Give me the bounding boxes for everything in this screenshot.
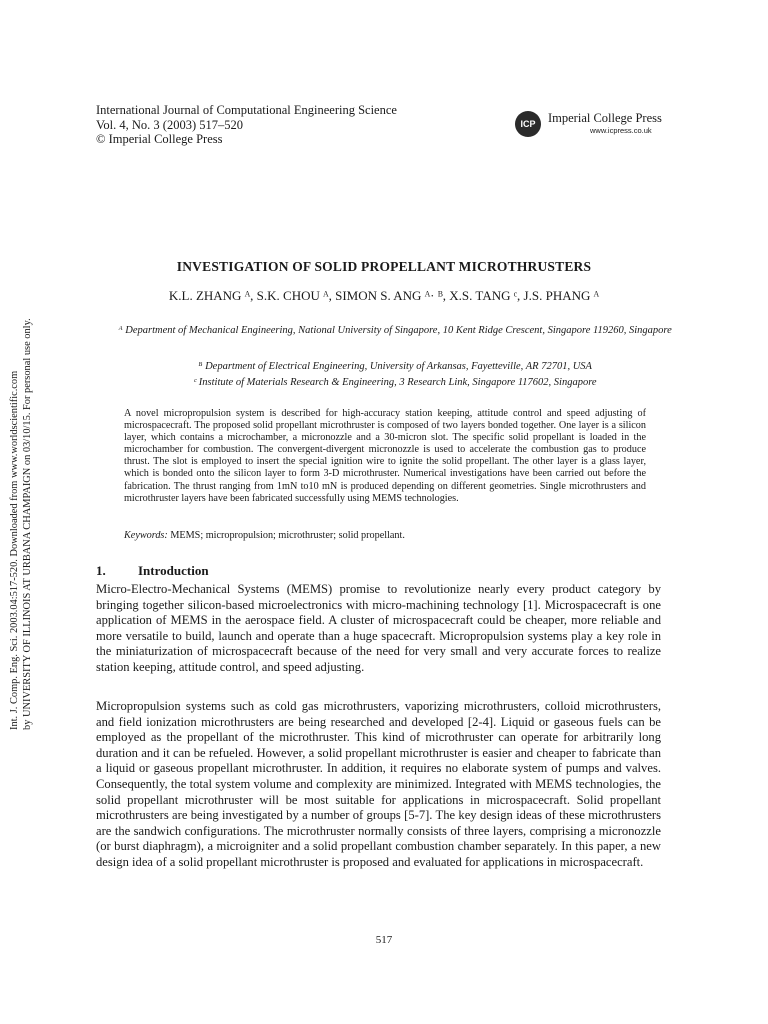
keywords-list: MEMS; micropropulsion; microthruster; solid propellant. (170, 530, 405, 541)
affiliation-b: ᴮ Department of Electrical Engineering, University of Arkansas, Fayetteville, AR 72701, USA (198, 361, 592, 372)
page-number: 517 (375, 934, 393, 946)
download-notice-line-1: Int. J. Comp. Eng. Sci. 2003.04:517-520. Downloaded from www.worldscientific.com (9, 370, 20, 730)
journal-copyright: © Imperial College Press (96, 132, 223, 146)
paper-title: INVESTIGATION OF SOLID PROPELLANT MICROTHRUSTERS (176, 259, 592, 274)
icp-logo-icon: ICP (515, 111, 541, 137)
journal-header (96, 103, 397, 147)
section-number: 1. (96, 563, 106, 578)
publisher-logo (515, 111, 675, 137)
journal-volume: Vol. 4, No. 3 (2003) 517–520 (96, 117, 243, 132)
section-heading (96, 563, 209, 579)
affiliation-c: ᶜ Institute of Materials Research & Engineering, 3 Research Link, Singapore 117602, Singapore (193, 377, 597, 388)
body-paragraph-2: Micropropulsion systems such as cold gas microthrusters, vaporizing microthrusters, colloid microthrusters, and field ionization microthrusters are being researched and developed [2-4]. Liquid or gaseous fuels can be employed as the propellant of the microthruster. This kind of microthruster can operate for arbitrarily long duration and it can be refueled. However, a solid propellant microthruster is easier and cheaper to fabricate than a liquid or gaseous propellant microthruster. In addition, it requires no elaborate system of pumps and valves. Consequently, the total system volume and complexity are minimized. Integrated with MEMS technologies, the solid propellant microthruster will be most suitable for applications in microspacecraft. Solid propellant microthrusters are being investigated by a number of groups [5-7]. The key design ideas of these microthrusters are the sandwich configurations. The microthruster normally consists of three layers, comprising a micronozzle (or burst diaphragm), a microigniter and a solid propellant combustion chamber separately. In this paper, a new design idea of a solid propellant microthruster is proposed and evaluated for applications in microspacecraft. (96, 699, 661, 869)
publisher-url: www.icpress.co.uk (590, 126, 652, 135)
download-notice-line-2: by UNIVERSITY OF ILLINOIS AT URBANA CHAMPAIGN on 03/10/15. For personal use only. (22, 318, 33, 730)
journal-name: International Journal of Computational Engineering Science (96, 103, 397, 117)
keywords-label: Keywords: (124, 530, 168, 541)
keywords (124, 530, 646, 542)
download-notice (8, 290, 33, 730)
body-paragraph-1: Micro-Electro-Mechanical Systems (MEMS) promise to revolutionize nearly every product category by bringing together silicon-based microelectronics with micro-machining technology [1]. Microspacecraft is one application of MEMS in the aerospace field. A cluster of microspacecraft could be cheaper, more reliable and more versatile to build, launch and operate than a huge spacecraft. Micropropulsion systems play a key role in the miniaturization of microspacecraft because of the need for very small and very accurate forces to realize station keeping, attitude control, and speed adjusting. (96, 582, 661, 674)
affiliation-a: ᴬ Department of Mechanical Engineering, National University of Singapore, 10 Kent Ridge Crescent, Singapore 119260, Singapore (118, 325, 672, 336)
section-title: Introduction (138, 563, 209, 578)
abstract: A novel micropropulsion system is described for high-accuracy station keeping, attitude control and speed adjusting of microspacecraft. The proposed solid propellant microthruster is composed of two layers bonded together. One layer is a silicon layer, which contains a microchamber, a micronozzle and a 30-micron slot. The specific solid propellant is loaded in the microchamber for combustion. The convergent-divergent micronozzle is used to accelerate the combustion gas to produce thrust. The slot is employed to insert the special ignition wire to ignite the solid propellant. The other layer is a glass layer, which is bonded onto the silicon layer to form 3-D microthruster. Numerical investigations have been carried out before the fabrication. The thrust ranging from 1mN to10 mN is produced depending on different geometries. Single microthrusters and microthruster layers have been fabricated successfully using MEMS technologies. (124, 408, 646, 504)
paper-authors: K.L. ZHANG ᴬ, S.K. CHOU ᴬ, SIMON S. ANG ᴬ· ᴮ, X.S. TANG ᶜ, J.S. PHANG ᴬ (168, 288, 600, 303)
publisher-name: Imperial College Press (548, 111, 662, 125)
